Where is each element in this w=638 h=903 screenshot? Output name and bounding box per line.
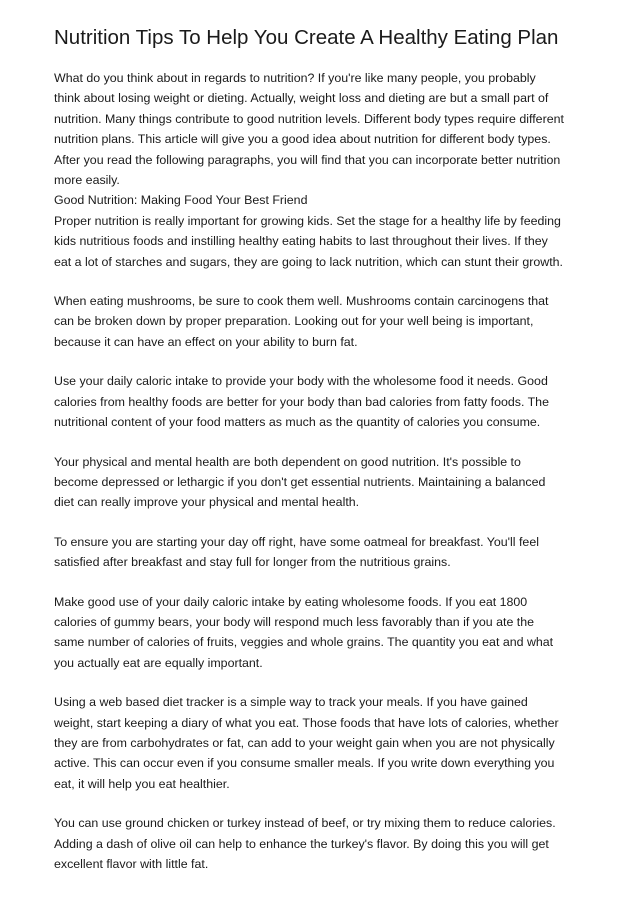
text-line: Proper nutrition is really important for growing kids. Set the stage for a healthy life by feeding	[54, 213, 561, 228]
text-line: Make good use of your daily caloric intake by eating wholesome foods. If you eat 1800	[54, 594, 528, 609]
text-line: nutrition plans. This article will give you a good idea about nutrition for different body types.	[54, 132, 551, 147]
text-line: Using a web based diet tracker is a simple way to track your meals. If you have gained	[54, 695, 528, 710]
text-line: nutrition. Many things contribute to good nutrition levels. Different body types require different	[54, 111, 564, 126]
text-line: To ensure you are starting your day off right, have some oatmeal for breakfast. You'll feel	[54, 534, 539, 549]
text-line: When eating mushrooms, be sure to cook them well. Mushrooms contain carcinogens that	[54, 294, 549, 309]
text-line: satisfied after breakfast and stay full for longer from the nutritious grains.	[54, 555, 451, 570]
text-line: active. This can occur even if you consume smaller meals. If you write down everything you	[54, 756, 555, 771]
text-line: more easily.	[54, 173, 120, 188]
text-line: eat a lot of starches and sugars, they are going to lack nutrition, which can stunt their growth.	[54, 254, 563, 269]
paragraph-wholesome-foods	[54, 592, 594, 674]
paragraph-mental-health	[54, 452, 594, 513]
text-line: diet can really improve your physical and mental health.	[54, 495, 360, 510]
paragraph-caloric-intake	[54, 371, 594, 432]
text-line: Your physical and mental health are both dependent on good nutrition. It's possible to	[54, 454, 521, 469]
text-line: You can use ground chicken or turkey instead of beef, or try mixing them to reduce calories.	[54, 816, 556, 831]
text-line: eat, it will help you eat healthier.	[54, 776, 230, 791]
paragraph-diet-tracker	[54, 692, 594, 794]
text-line: Adding a dash of olive oil can help to enhance the turkey's flavor. By doing this you will get	[54, 836, 549, 851]
text-line: After you read the following paragraphs, you will find that you can incorporate better nutrition	[54, 152, 561, 167]
section-heading: Good Nutrition: Making Food Your Best Friend	[54, 193, 308, 208]
text-line: can be broken down by proper preparation. Looking out for your well being is important,	[54, 314, 534, 329]
text-line: you actually eat are equally important.	[54, 655, 263, 670]
text-line: think about losing weight or dieting. Actually, weight loss and dieting are but a small part of	[54, 91, 549, 106]
paragraph-intro	[54, 68, 594, 272]
text-line: What do you think about in regards to nutrition? If you're like many people, you probably	[54, 71, 536, 85]
text-line: Use your daily caloric intake to provide your body with the wholesome food it needs. Good	[54, 374, 548, 389]
paragraph-ground-chicken	[54, 813, 594, 874]
text-line: calories of gummy bears, your body will respond much less favorably than if you ate the	[54, 614, 535, 629]
text-line: they are from carbohydrates or fat, can add to your weight gain when you are not physically	[54, 735, 555, 750]
document-title: Nutrition Tips To Help You Create A Healthy Eating Plan	[54, 26, 559, 49]
text-line: excellent flavor with little fat.	[54, 857, 209, 871]
text-line: become depressed or lethargic if you don't get essential nutrients. Maintaining a balanced	[54, 474, 546, 489]
text-line: because it can have an effect on your ability to burn fat.	[54, 334, 358, 349]
text-line: same number of calories of fruits, veggies and whole grains. The quantity you eat and what	[54, 635, 554, 650]
text-line: kids nutritious foods and instilling healthy eating habits to last throughout their lives. If they	[54, 234, 548, 249]
text-line: calories from healthy foods are better for your body than bad calories from fatty foods. The	[54, 394, 549, 409]
paragraph-mushrooms	[54, 291, 594, 352]
document-page	[54, 24, 594, 893]
text-line: weight, start keeping a diary of what you eat. Those foods that have lots of calories, whether	[54, 715, 559, 730]
text-line: nutritional content of your food matters as much as the quantity of calories you consume.	[54, 415, 541, 430]
paragraph-oatmeal	[54, 532, 594, 573]
